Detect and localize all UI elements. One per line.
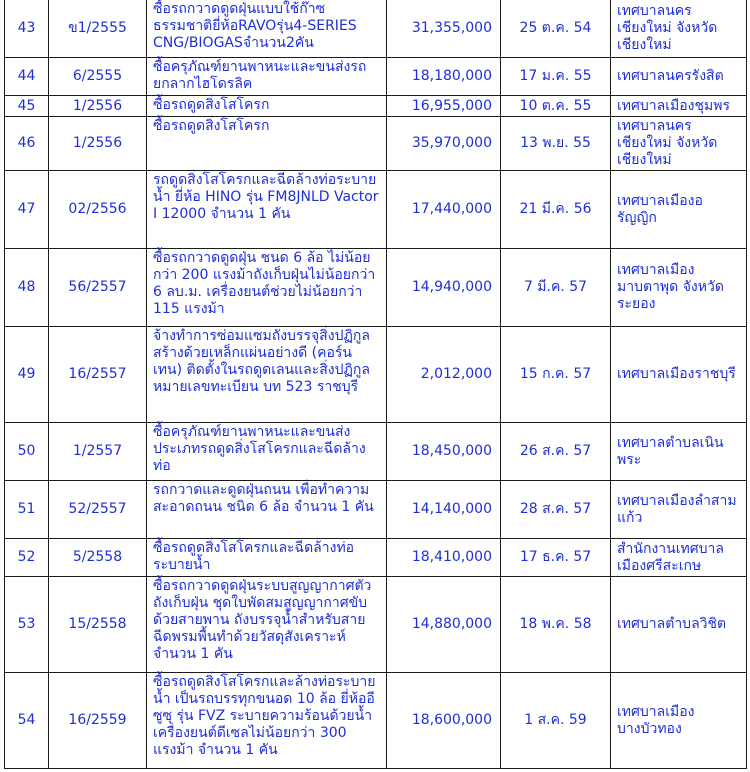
organization: เทศบาลนครเชียงใหม่ จังหวัดเชียงใหม่	[611, 117, 747, 171]
contract-ref: 1/2556	[49, 117, 147, 171]
table-row	[5, 423, 747, 481]
table-row	[5, 96, 747, 117]
row-number: 48	[5, 249, 49, 327]
contract-ref: 5/2558	[49, 539, 147, 577]
contract-date: 15 ก.ค. 57	[501, 327, 611, 423]
contract-ref: 52/2557	[49, 481, 147, 539]
row-number: 53	[5, 577, 49, 673]
contract-amount: 2,012,000	[387, 327, 501, 423]
contract-ref: 56/2557	[49, 249, 147, 327]
row-number: 52	[5, 539, 49, 577]
organization: เทศบาลเมืองอรัญญิก	[611, 171, 747, 249]
organization: เทศบาลตำบลวิชิต	[611, 577, 747, 673]
contract-ref: 16/2557	[49, 327, 147, 423]
organization: เทศบาลเมืองราชบุรี	[611, 327, 747, 423]
contract-date: 17 ม.ค. 55	[501, 58, 611, 96]
contract-amount: 14,880,000	[387, 577, 501, 673]
item-description: ซื้อรถกวาดดูดฝุ่นระบบสูญญากาศตัวถังเก็บฝุ่น ชุดใบพัดสมสูญญากาศขับด้วยสายพาน ถังบรรจุน้ำสำหรับสายฉีดพรมพื้นทำด้วยวัสดุสังเคราะห์ จำนวน 1 คัน	[147, 577, 387, 673]
organization: เทศบาลเมืองชุมพร	[611, 96, 747, 117]
contract-date: 25 ต.ค. 54	[501, 0, 611, 58]
row-number: 49	[5, 327, 49, 423]
table-row	[5, 249, 747, 327]
contract-ref: ข1/2555	[49, 0, 147, 58]
table-row	[5, 673, 747, 769]
contract-ref: 16/2559	[49, 673, 147, 769]
item-description: จ้างทำการซ่อมแซมถังบรรจุสิ่งปฏิกูลสร้างด้วยเหล็กแผ่นอย่างดี (คอร์นเทน) ติดตั้งในรถดูดเลนและสิ่งปฏิกูล หมายเลขทะเบียน บท 523 ราชบุรี	[147, 327, 387, 423]
organization: เทศบาลเมืองลำสามแก้ว	[611, 481, 747, 539]
row-number: 50	[5, 423, 49, 481]
contract-amount: 16,955,000	[387, 96, 501, 117]
item-description: ซื้อรถดูดสิ่งโสโครกและฉีดล้างท่อระบายน้ำ	[147, 539, 387, 577]
contract-date: 1 ส.ค. 59	[501, 673, 611, 769]
contract-amount: 14,940,000	[387, 249, 501, 327]
contracts-table	[4, 0, 747, 769]
contract-ref: 1/2557	[49, 423, 147, 481]
contract-amount: 31,355,000	[387, 0, 501, 58]
item-description: ซื้อรถกวาดดูดฝุ่นแบบใช้ก๊าซธรรมชาติยี่ห้อRAVOรุ่น4-SERIES CNG/BIOGASจำนวน2คัน	[147, 0, 387, 58]
contracts-table-body	[5, 0, 747, 769]
row-number: 46	[5, 117, 49, 171]
item-description: ซื้อรถดูดสิ่งโสโครกและล้างท่อระบายน้ำ เป็นรถบรรทุกขนอด 10 ล้อ ยี่ห้ออีซูซุ รุ่น FVZ ระบายความร้อนด้วยน้ำ เครื่องยนต์ดีเซลไม่น้อยกว่า 300 แรงม้า จำนวน 1 คัน	[147, 673, 387, 769]
contract-date: 21 มี.ค. 56	[501, 171, 611, 249]
contract-amount: 35,970,000	[387, 117, 501, 171]
item-description: ซื้อครุภัณฑ์ยานพาหนะและขนส่งประเภทรถดูดสิ่งโสโครกและฉีดล้างท่อ	[147, 423, 387, 481]
contract-date: 10 ต.ค. 55	[501, 96, 611, 117]
contract-amount: 14,140,000	[387, 481, 501, 539]
contract-amount: 18,180,000	[387, 58, 501, 96]
table-row	[5, 58, 747, 96]
table-row	[5, 171, 747, 249]
contract-date: 7 มี.ค. 57	[501, 249, 611, 327]
table-row	[5, 481, 747, 539]
contract-ref: 15/2558	[49, 577, 147, 673]
row-number: 47	[5, 171, 49, 249]
contract-date: 17 ธ.ค. 57	[501, 539, 611, 577]
contract-amount: 17,440,000	[387, 171, 501, 249]
item-description: รถดูดสิ่งโสโครกและฉีดล้างท่อระบายน้ำ ยี่ห้อ HINO รุ่น FM8JNLD Vactor I 12000 จำนวน 1 คัน	[147, 171, 387, 249]
contract-date: 13 พ.ย. 55	[501, 117, 611, 171]
contract-amount: 18,410,000	[387, 539, 501, 577]
item-description: ซื้อครุภัณฑ์ยานพาหนะและขนส่งรถยกลากไฮโดรลิค	[147, 58, 387, 96]
item-description: ซื้อรถดูดสิ่งโสโครก	[147, 96, 387, 117]
contract-date: 26 ส.ค. 57	[501, 423, 611, 481]
contract-date: 18 พ.ค. 58	[501, 577, 611, 673]
row-number: 51	[5, 481, 49, 539]
item-description: ซื้อรถกวาดดูดฝุ่น ชนด 6 ล้อ ไม่น้อยกว่า 200 แรงม้าถังเก็บฝุ่นไม่น้อยกว่า 6 ลบ.ม. เครื่องยนต์ช่วยไม่น้อยกว่า 115 แรงม้า	[147, 249, 387, 327]
row-number: 43	[5, 0, 49, 58]
organization: เทศบาลเมืองมาบตาพุด จังหวัดระยอง	[611, 249, 747, 327]
item-description: ซื้อรถดูดสิ่งโสโครก	[147, 117, 387, 171]
contract-ref: 6/2555	[49, 58, 147, 96]
organization: เทศบาลนครเชียงใหม่ จังหวัดเชียงใหม่	[611, 0, 747, 58]
row-number: 54	[5, 673, 49, 769]
organization: สำนักงานเทศบาลเมืองศรีสะเกษ	[611, 539, 747, 577]
contract-ref: 1/2556	[49, 96, 147, 117]
contract-ref: 02/2556	[49, 171, 147, 249]
row-number: 45	[5, 96, 49, 117]
organization: เทศบาลตำบลเนินพระ	[611, 423, 747, 481]
row-number: 44	[5, 58, 49, 96]
contract-amount: 18,450,000	[387, 423, 501, 481]
item-description: รถกวาดและดูดฝุ่นถนน เพื่อทำความสะอาดถนน ชนิด 6 ล้อ จำนวน 1 คัน	[147, 481, 387, 539]
table-row	[5, 539, 747, 577]
table-row	[5, 0, 747, 58]
table-row	[5, 577, 747, 673]
table-row	[5, 117, 747, 171]
contract-date: 28 ส.ค. 57	[501, 481, 611, 539]
table-row	[5, 327, 747, 423]
organization: เทศบาลนครรังสิต	[611, 58, 747, 96]
contract-amount: 18,600,000	[387, 673, 501, 769]
organization: เทศบาลเมืองบางบัวทอง	[611, 673, 747, 769]
